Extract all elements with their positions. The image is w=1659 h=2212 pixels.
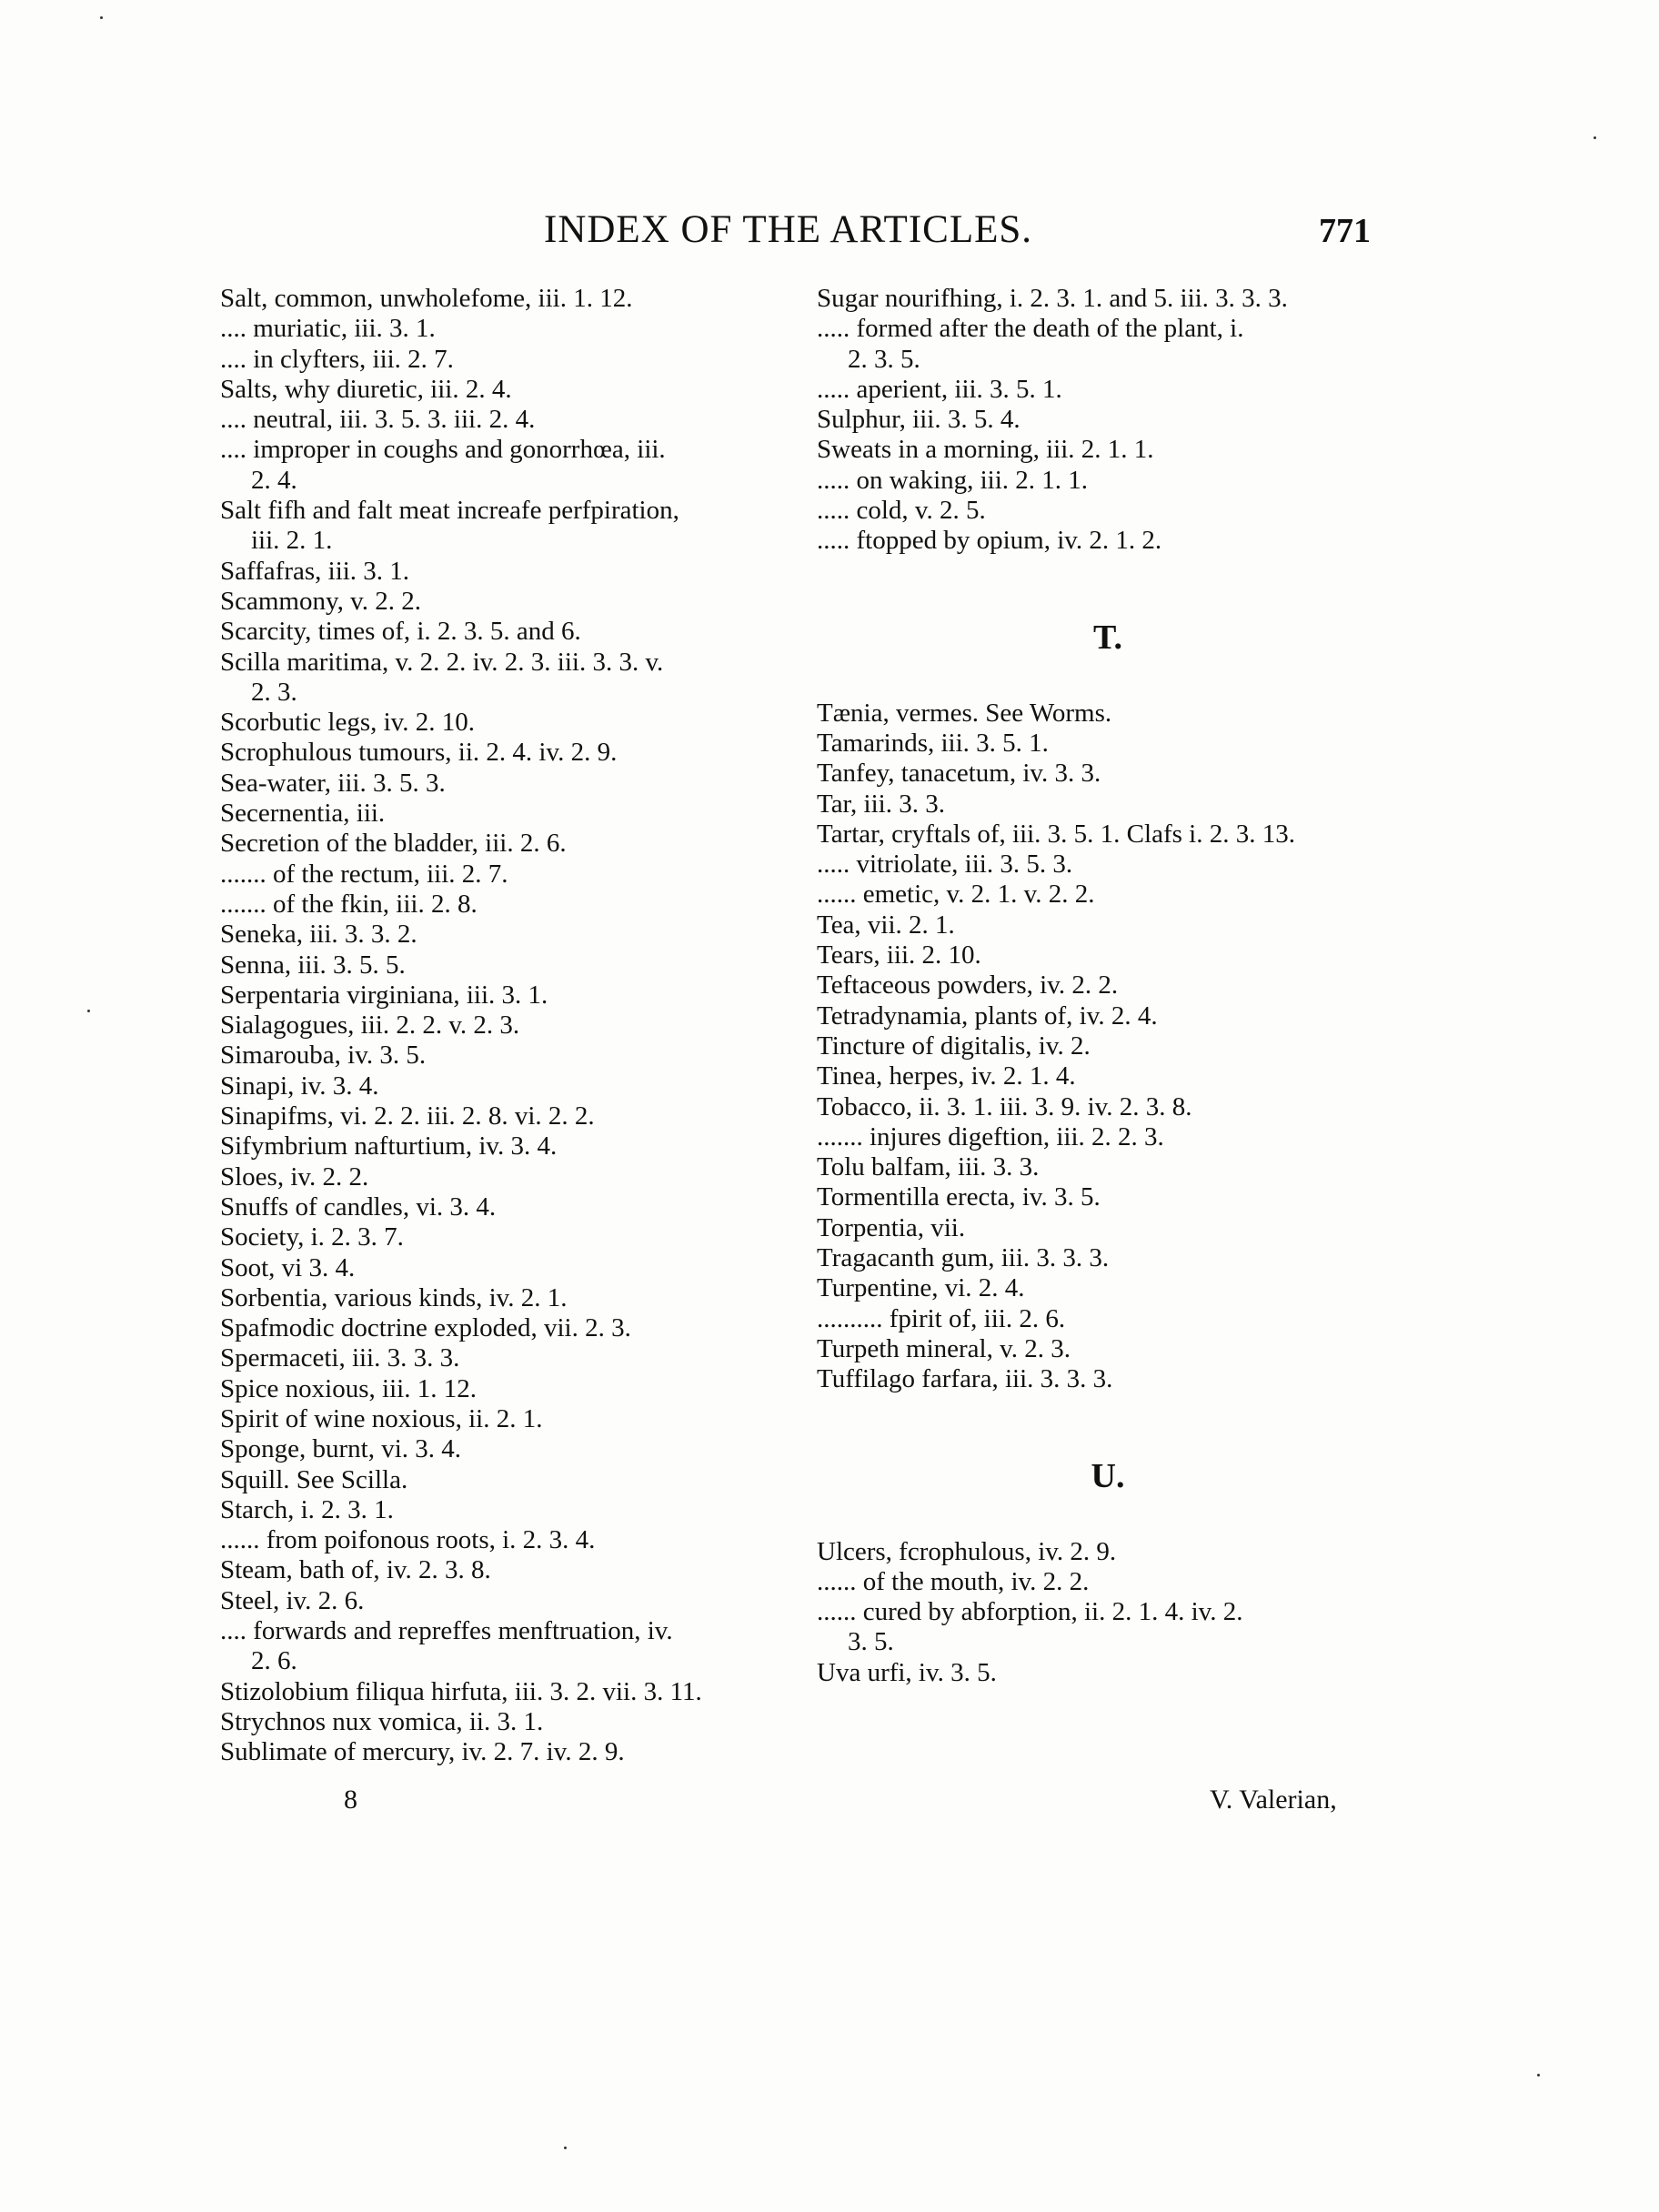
section-gap — [817, 1395, 1399, 1441]
index-entry: Salt fifh and falt meat increafe perfpiration, — [220, 496, 679, 526]
index-entry: ..... ftopped by opium, iv. 2. 1. 2. — [817, 526, 1162, 556]
index-entry: Spirit of wine noxious, ii. 2. 1. — [220, 1403, 543, 1433]
index-entry: Ulcers, fcrophulous, iv. 2. 9. — [817, 1536, 1117, 1566]
index-entry: Tragacanth gum, iii. 3. 3. 3. — [817, 1243, 1110, 1273]
index-entry: Simarouba, iv. 3. 5. — [220, 1041, 427, 1071]
index-entry: ..... vitriolate, iii. 3. 5. 3. — [817, 850, 1073, 880]
index-entry: Tears, iii. 2. 10. — [817, 940, 981, 970]
scan-speck — [1537, 2074, 1540, 2076]
index-entry: Spice noxious, iii. 1. 12. — [220, 1373, 477, 1403]
index-entry: Tar, iii. 3. 3. — [817, 789, 945, 819]
index-entry: Tanfey, tanacetum, iv. 3. 3. — [817, 759, 1101, 789]
index-entry: Scammony, v. 2. 2. — [220, 586, 421, 616]
index-entry: Spafmodic doctrine exploded, vii. 2. 3. — [220, 1313, 631, 1343]
index-entry: Tartar, cryftals of, iii. 3. 5. 1. Clafs i. 2. 3. 13. — [817, 819, 1295, 849]
section-gap — [817, 1512, 1399, 1537]
index-entry: ....... of the rectum, iii. 2. 7. — [220, 859, 508, 889]
index-entry: Saffafras, iii. 3. 1. — [220, 556, 410, 586]
section-gap — [817, 673, 1399, 699]
index-entry: Sloes, iv. 2. 2. — [220, 1161, 369, 1191]
index-entry: Tinea, herpes, iv. 2. 1. 4. — [817, 1061, 1076, 1091]
index-entry-continuation: 2. 3. 5. — [848, 344, 920, 374]
index-entry: Turpentine, vi. 2. 4. — [817, 1273, 1025, 1303]
index-entry: Spermaceti, iii. 3. 3. 3. — [220, 1343, 460, 1373]
index-entry: Tænia, vermes. See Worms. — [817, 698, 1112, 728]
t-entries-list — [817, 699, 1399, 1395]
index-entry: .... forwards and repreffes menftruation, iv. — [220, 1616, 673, 1646]
index-entry: .... muriatic, iii. 3. 1. — [220, 314, 436, 344]
index-entry: .......... fpirit of, iii. 2. 6. — [817, 1303, 1066, 1333]
index-entry: .... neutral, iii. 3. 5. 3. iii. 2. 4. — [220, 405, 536, 435]
scan-speck — [1594, 136, 1596, 139]
index-entry: Sorbentia, various kinds, iv. 2. 1. — [220, 1282, 568, 1312]
left-column — [220, 284, 811, 1768]
index-entry: Sweats in a morning, iii. 2. 1. 1. — [817, 435, 1154, 465]
index-entry: .... in clyfters, iii. 2. 7. — [220, 344, 454, 374]
index-entry: Teftaceous powders, iv. 2. 2. — [817, 970, 1119, 1000]
index-entry-continuation: 2. 4. — [251, 465, 297, 495]
index-entry: Steel, iv. 2. 6. — [220, 1585, 365, 1615]
index-entry: Stizolobium filiqua hirfuta, iii. 3. 2. vii. 3. 11. — [220, 1676, 702, 1706]
index-entry: Strychnos nux vomica, ii. 3. 1. — [220, 1706, 544, 1736]
index-entry: Secernentia, iii. — [220, 799, 386, 829]
u-entries-list — [817, 1537, 1399, 1688]
right-column — [817, 284, 1399, 1688]
index-entry: Scorbutic legs, iv. 2. 10. — [220, 708, 476, 738]
index-entry: Serpentaria virginiana, iii. 3. 1. — [220, 980, 548, 1010]
index-entry-continuation: 2. 6. — [251, 1646, 297, 1676]
section-gap — [817, 557, 1399, 602]
index-entry: Tormentilla erecta, iv. 3. 5. — [817, 1182, 1101, 1212]
scan-speck — [87, 1010, 90, 1012]
index-entry: Salt, common, unwholefome, iii. 1. 12. — [220, 284, 633, 313]
index-entry: Soot, vi 3. 4. — [220, 1252, 356, 1282]
index-entry: Senna, iii. 3. 5. 5. — [220, 950, 406, 980]
s-entries-list — [817, 284, 1399, 557]
index-entry: Tincture of digitalis, iv. 2. — [817, 1031, 1091, 1061]
index-entry-continuation: 3. 5. — [848, 1627, 894, 1657]
index-entry: Sugar nourifhing, i. 2. 3. 1. and 5. iii. 3. 3. 3. — [817, 284, 1288, 313]
index-entry: Sulphur, iii. 3. 5. 4. — [817, 405, 1021, 435]
scan-speck — [100, 16, 103, 19]
index-entry: ...... emetic, v. 2. 1. v. 2. 2. — [817, 880, 1095, 910]
index-entry: ..... formed after the death of the plant, i. — [817, 314, 1244, 344]
index-entry: Seneka, iii. 3. 3. 2. — [220, 920, 417, 950]
index-entry: Tea, vii. 2. 1. — [817, 910, 955, 940]
index-entry: ....... injures digeftion, iii. 2. 2. 3. — [817, 1121, 1164, 1151]
index-entry: ..... cold, v. 2. 5. — [817, 496, 986, 526]
index-entry: Sifymbrium nafturtium, iv. 3. 4. — [220, 1131, 558, 1161]
index-entry: ...... from poifonous roots, i. 2. 3. 4. — [220, 1525, 596, 1555]
index-entry-continuation: iii. 2. 1. — [251, 526, 333, 556]
index-entry: Tobacco, ii. 3. 1. iii. 3. 9. iv. 2. 3. 8. — [817, 1091, 1192, 1121]
index-entry: Starch, i. 2. 3. 1. — [220, 1494, 394, 1524]
index-entry: Sinapi, iv. 3. 4. — [220, 1071, 379, 1101]
index-entry: Society, i. 2. 3. 7. — [220, 1222, 404, 1252]
index-entry: Tetradynamia, plants of, iv. 2. 4. — [817, 1000, 1158, 1031]
index-entry: Salts, why diuretic, iii. 2. 4. — [220, 374, 512, 404]
section-heading-t: T. — [1092, 618, 1123, 657]
index-entry: Sinapifms, vi. 2. 2. iii. 2. 8. vi. 2. 2. — [220, 1101, 595, 1131]
index-entry: Sublimate of mercury, iv. 2. 7. iv. 2. 9. — [220, 1737, 625, 1767]
scan-speck — [564, 2147, 567, 2149]
index-entry: Uva urfi, iv. 3. 5. — [817, 1657, 997, 1687]
page-title: INDEX OF THE ARTICLES. — [544, 208, 1033, 251]
index-entry-continuation: 2. 3. — [251, 677, 297, 707]
index-entry: ..... on waking, iii. 2. 1. 1. — [817, 465, 1089, 495]
index-entry: Torpentia, vii. — [817, 1212, 966, 1242]
index-entry: Snuffs of candles, vi. 3. 4. — [220, 1191, 497, 1222]
index-entry: ....... of the fkin, iii. 2. 8. — [220, 889, 478, 919]
index-entry: ..... aperient, iii. 3. 5. 1. — [817, 374, 1062, 404]
index-entry: Turpeth mineral, v. 2. 3. — [817, 1333, 1071, 1363]
page-number: 771 — [1319, 212, 1371, 250]
index-entry: ...... cured by abforption, ii. 2. 1. 4. iv. 2. — [817, 1597, 1243, 1627]
index-entry: .... improper in coughs and gonorrhœa, iii. — [220, 435, 666, 465]
index-entry: Tolu balfam, iii. 3. 3. — [817, 1152, 1040, 1182]
index-entry: Tamarinds, iii. 3. 5. 1. — [817, 728, 1049, 758]
index-entry: Steam, bath of, iv. 2. 3. 8. — [220, 1555, 491, 1585]
index-entry: Tuffilago farfara, iii. 3. 3. 3. — [817, 1364, 1113, 1394]
index-entry: ...... of the mouth, iv. 2. 2. — [817, 1566, 1090, 1596]
index-entry: Sea-water, iii. 3. 5. 3. — [220, 768, 446, 798]
signature-mark: 8 — [344, 1785, 357, 1815]
catchword: V. Valerian, — [1210, 1785, 1337, 1815]
index-entry: Sponge, burnt, vi. 3. 4. — [220, 1434, 462, 1464]
section-heading-u: U. — [1091, 1456, 1125, 1495]
index-entry: Scarcity, times of, i. 2. 3. 5. and 6. — [220, 617, 581, 647]
index-entry: Scilla maritima, v. 2. 2. iv. 2. 3. iii. 3. 3. v. — [220, 647, 664, 677]
index-entry: Squill. See Scilla. — [220, 1464, 408, 1494]
index-entry: Sialagogues, iii. 2. 2. v. 2. 3. — [220, 1010, 520, 1041]
index-entry: Scrophulous tumours, ii. 2. 4. iv. 2. 9. — [220, 738, 618, 768]
index-entry: Secretion of the bladder, iii. 2. 6. — [220, 829, 567, 859]
page-header — [0, 207, 1659, 262]
